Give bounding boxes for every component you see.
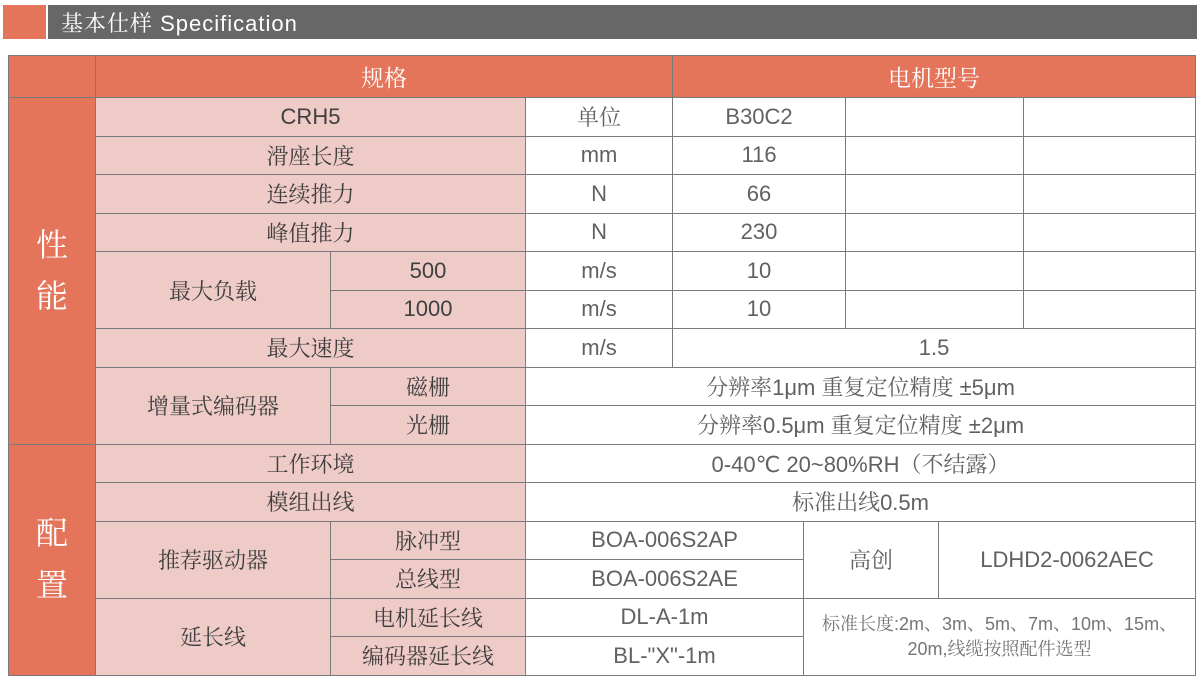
section-configuration-label: 配置 xyxy=(35,515,68,603)
encoder-sub-optical: 光栅 xyxy=(331,406,526,445)
extension-motor-model: DL-A-1m xyxy=(526,598,804,637)
table-row xyxy=(9,521,1196,560)
row-label-max-speed: 最大速度 xyxy=(96,329,526,368)
driver-sub-bus: 总线型 xyxy=(331,560,526,599)
driver-sub-pulse: 脉冲型 xyxy=(331,521,526,560)
unit-value: mm xyxy=(526,136,673,175)
table-row xyxy=(9,329,1196,368)
row-label-slider-length: 滑座长度 xyxy=(96,136,526,175)
empty-cell xyxy=(1024,136,1196,175)
empty-cell xyxy=(846,136,1024,175)
empty-cell xyxy=(1024,213,1196,252)
section-configuration xyxy=(9,444,96,675)
empty-cell xyxy=(1024,252,1196,291)
row-label-extension: 延长线 xyxy=(96,598,331,675)
table-row xyxy=(9,252,1196,291)
row-label-environment: 工作环境 xyxy=(96,444,526,483)
table-row xyxy=(9,444,1196,483)
table-row xyxy=(9,213,1196,252)
unit-value: N xyxy=(526,213,673,252)
page-title: 基本仕样 Specification xyxy=(48,5,1197,39)
empty-cell xyxy=(846,290,1024,329)
encoder-sub-magnetic: 磁栅 xyxy=(331,367,526,406)
max-load-sub-1000: 1000 xyxy=(331,290,526,329)
table-row xyxy=(9,367,1196,406)
module-cable-value: 标准出线0.5m xyxy=(526,483,1196,522)
driver-brand: 高创 xyxy=(804,521,939,598)
extension-encoder-model: BL-"X"-1m xyxy=(526,637,804,676)
unit-value: m/s xyxy=(526,329,673,368)
continuous-force-value: 66 xyxy=(673,175,846,214)
row-label-peak-force: 峰值推力 xyxy=(96,213,526,252)
encoder-optical-spec: 分辨率0.5μm 重复定位精度 ±2μm xyxy=(526,406,1196,445)
driver-bus-model: BOA-006S2AE xyxy=(526,560,804,599)
motor-model-value: B30C2 xyxy=(673,98,846,137)
table-row xyxy=(9,175,1196,214)
empty-cell xyxy=(846,175,1024,214)
slider-length-value: 116 xyxy=(673,136,846,175)
empty-cell xyxy=(846,98,1024,137)
encoder-magnetic-spec: 分辨率1μm 重复定位精度 ±5μm xyxy=(526,367,1196,406)
table-row xyxy=(9,598,1196,637)
header-motor-group: 电机型号 xyxy=(673,56,1196,98)
section-performance-label: 性能 xyxy=(35,226,68,314)
table-row xyxy=(9,483,1196,522)
driver-pulse-model: BOA-006S2AP xyxy=(526,521,804,560)
extension-sub-encoder: 编码器延长线 xyxy=(331,637,526,676)
header-spec-group: 规格 xyxy=(96,56,673,98)
row-label-encoder: 增量式编码器 xyxy=(96,367,331,444)
peak-force-value: 230 xyxy=(673,213,846,252)
unit-value: m/s xyxy=(526,252,673,291)
title-bar xyxy=(3,5,1197,39)
extension-length-note: 标准长度:2m、3m、5m、7m、10m、15m、20m,线缆按照配件选型 xyxy=(804,598,1196,675)
row-label-module-cable: 模组出线 xyxy=(96,483,526,522)
empty-cell xyxy=(1024,98,1196,137)
row-label-model: CRH5 xyxy=(96,98,526,137)
accent-square xyxy=(3,5,46,39)
table-row xyxy=(9,98,1196,137)
max-load-1000-value: 10 xyxy=(673,290,846,329)
environment-value: 0-40℃ 20~80%RH（不结露） xyxy=(526,444,1196,483)
max-load-500-value: 10 xyxy=(673,252,846,291)
max-speed-value: 1.5 xyxy=(673,329,1196,368)
empty-cell xyxy=(846,252,1024,291)
specification-table xyxy=(8,55,1196,676)
row-label-driver: 推荐驱动器 xyxy=(96,521,331,598)
table-row xyxy=(9,136,1196,175)
unit-value: m/s xyxy=(526,290,673,329)
table-header-row xyxy=(9,56,1196,98)
empty-cell xyxy=(846,213,1024,252)
unit-value: N xyxy=(526,175,673,214)
section-performance xyxy=(9,98,96,445)
unit-header: 单位 xyxy=(526,98,673,137)
section-strip-header-cell xyxy=(9,56,96,98)
driver-brand-model: LDHD2-0062AEC xyxy=(939,521,1196,598)
max-load-sub-500: 500 xyxy=(331,252,526,291)
empty-cell xyxy=(1024,175,1196,214)
row-label-continuous-force: 连续推力 xyxy=(96,175,526,214)
extension-sub-motor: 电机延长线 xyxy=(331,598,526,637)
row-label-max-load: 最大负载 xyxy=(96,252,331,329)
empty-cell xyxy=(1024,290,1196,329)
